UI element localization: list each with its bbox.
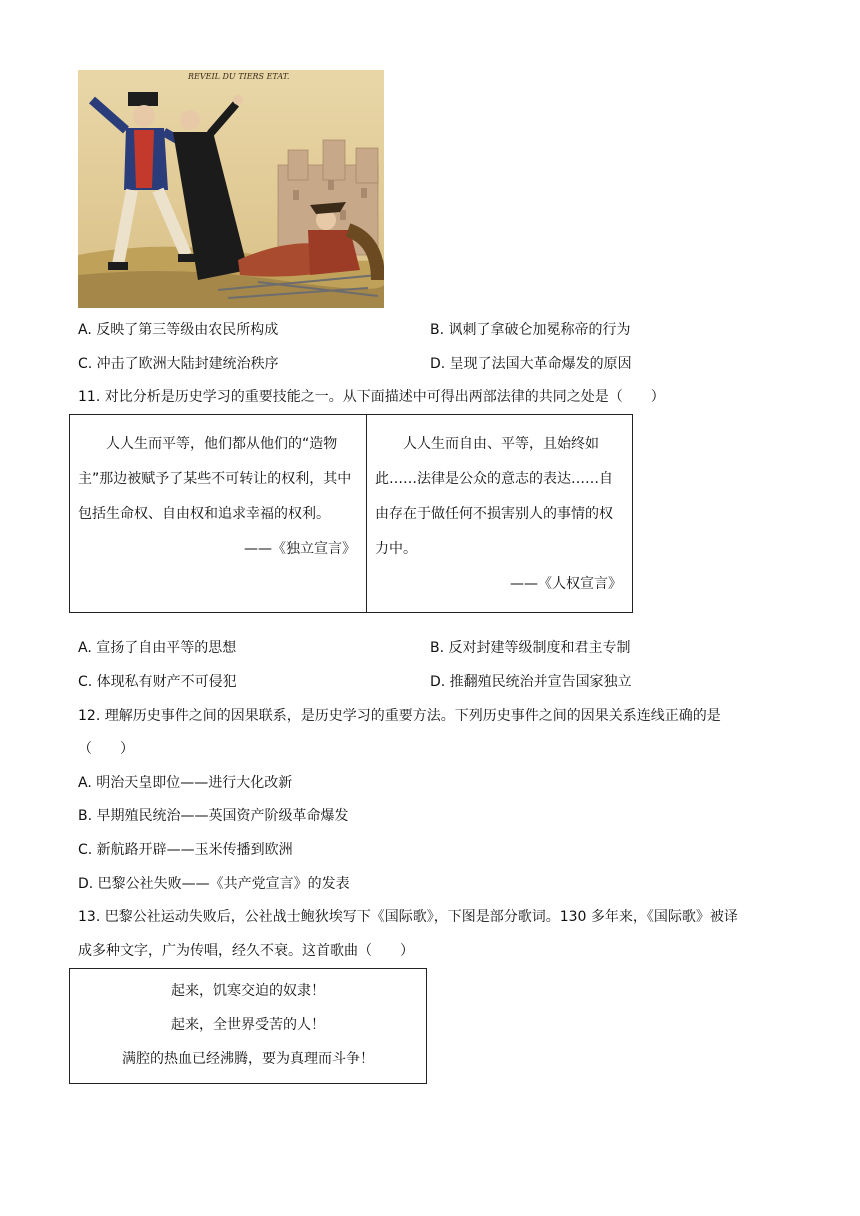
cartoon-caption: REVEIL DU TIERS ETAT. [188, 72, 290, 81]
q10-option-a[interactable]: A. 反映了第三等级由农民所构成 [78, 322, 279, 338]
q10-option-b[interactable]: B. 讽刺了拿破仑加冕称帝的行为 [430, 322, 631, 338]
independence-source: ——《独立宣言》 [244, 541, 356, 557]
q12-option-b[interactable]: B. 早期殖民统治——英国资产阶级革命爆发 [78, 808, 349, 824]
q10-option-d[interactable]: D. 呈现了法国大革命爆发的原因 [430, 356, 632, 372]
lyric-line: 起来，饥寒交迫的奴隶！ [171, 983, 325, 999]
q11-stem: 11. 对比分析是历史学习的重要技能之一。从下面描述中可得出两部法律的共同之处是（ ） [78, 389, 665, 405]
q12-option-c[interactable]: C. 新航路开辟——玉米传播到欧洲 [78, 842, 293, 858]
q11-option-a[interactable]: A. 宣扬了自由平等的思想 [78, 640, 237, 656]
q12-stem-line1: 12. 理解历史事件之间的因果联系，是历史学习的重要方法。下列历史事件之间的因果关系连线正确的是 [78, 708, 721, 724]
independence-quote: 人人生而平等，他们都从他们的“造物主”那边被赋予了某些不可转让的权利，其中包括生命权、自由权和追求幸福的权利。 [78, 436, 352, 522]
lyric-line: 满腔的热血已经沸腾，要为真理而斗争！ [122, 1051, 374, 1067]
rights-quote: 人人生而自由、平等，且始终如此……法律是公众的意志的表达……自由存在于做任何不损害别人的事情的权力中。 [375, 436, 613, 557]
q13-stem-line2: 成多种文字，广为传唱，经久不衰。这首歌曲（ ） [78, 943, 414, 959]
rights-source: ——《人权宣言》 [510, 576, 622, 592]
q13-stem-line1: 13. 巴黎公社运动失败后，公社战士鲍狄埃写下《国际歌》，下图是部分歌词。130 多年来，《国际歌》被译 [78, 909, 738, 925]
q11-option-d[interactable]: D. 推翻殖民统治并宣告国家独立 [430, 674, 632, 690]
declaration-of-independence-cell [70, 415, 367, 613]
internationale-lyrics-box [69, 968, 427, 1084]
lyric-line: 起来，全世界受苦的人！ [171, 1017, 325, 1033]
q12-option-d[interactable]: D. 巴黎公社失败——《共产党宣言》的发表 [78, 876, 350, 892]
q12-option-a[interactable]: A. 明治天皇即位——进行大化改新 [78, 775, 293, 791]
q10-option-c[interactable]: C. 冲击了欧洲大陆封建统治秩序 [78, 356, 279, 372]
q11-option-c[interactable]: C. 体现私有财产不可侵犯 [78, 674, 237, 690]
rights-of-man-cell [367, 415, 633, 613]
q11-option-b[interactable]: B. 反对封建等级制度和君主专制 [430, 640, 631, 656]
q12-stem-line2: （ ） [78, 741, 134, 757]
cartoon-image [78, 70, 384, 308]
q11-quote-table [69, 414, 633, 613]
